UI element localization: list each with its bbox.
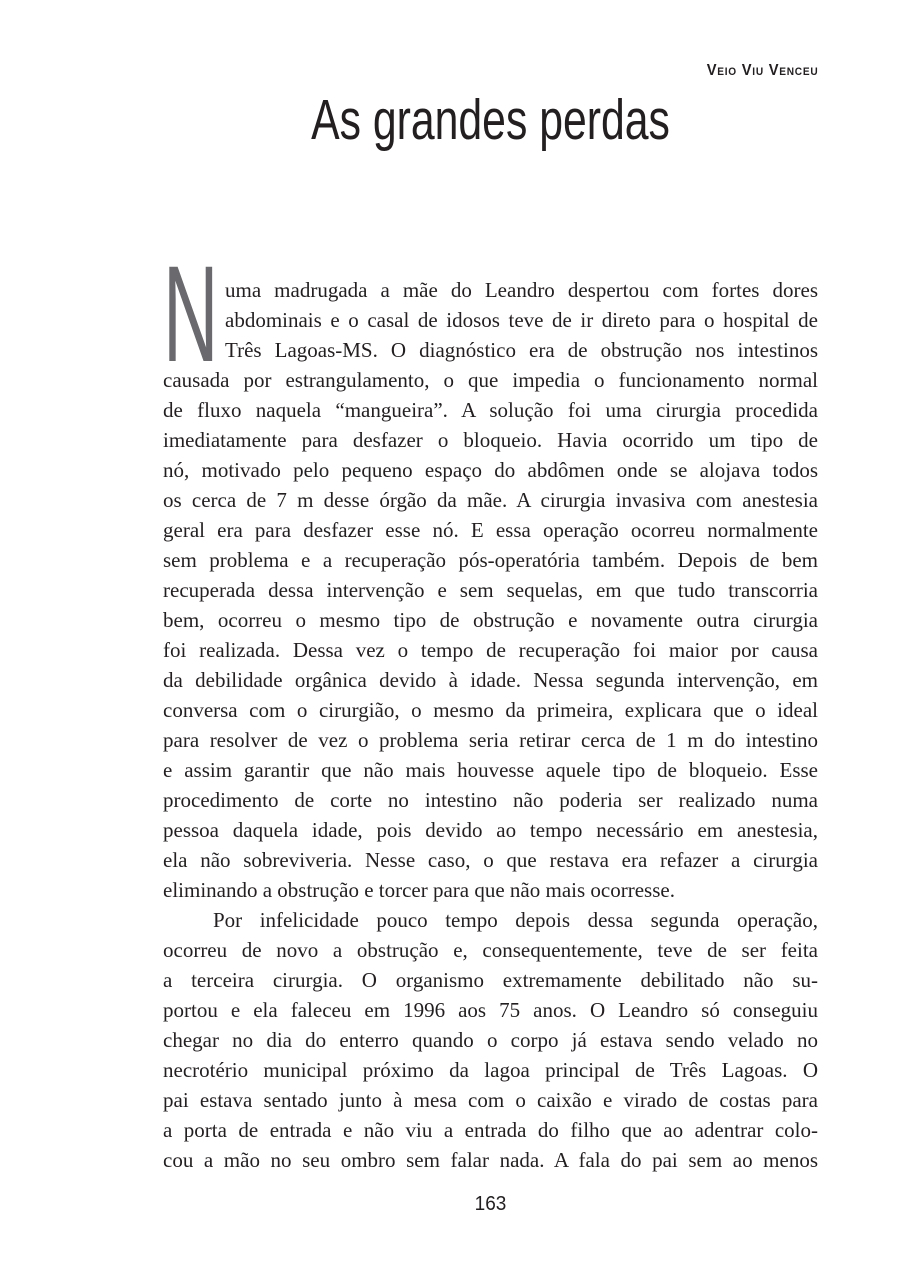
text-line: bem, ocorreu o mesmo tipo de obstrução e novamente outra cirurgia <box>163 608 818 632</box>
drop-cap-letter: N <box>163 238 219 391</box>
text-line: portou e ela faleceu em 1996 aos 75 anos. O Leandro só conseguiu <box>163 998 818 1022</box>
text-line: abdominais e o casal de idosos teve de ir direto para o hospital de <box>225 308 818 332</box>
body-text <box>163 238 818 1175</box>
text-line: cou a mão no seu ombro sem falar nada. A fala do pai sem ao menos <box>163 1148 818 1172</box>
text-line: da debilidade orgânica devido à idade. Nessa segunda intervenção, em <box>163 668 818 692</box>
paragraph <box>163 275 818 905</box>
text-line: geral era para desfazer esse nó. E essa operação ocorreu normalmente <box>163 518 818 542</box>
text-line: ela não sobreviveria. Nesse caso, o que restava era refazer a cirurgia <box>163 848 818 872</box>
text-line: e assim garantir que não mais houvesse aquele tipo de bloqueio. Esse <box>163 758 818 782</box>
text-line: recuperada dessa intervenção e sem sequelas, em que tudo transcorria <box>163 578 818 602</box>
paragraph <box>163 905 818 1175</box>
text-line: os cerca de 7 m desse órgão da mãe. A cirurgia invasiva com anestesia <box>163 488 818 512</box>
text-line: a porta de entrada e não viu a entrada do filho que ao adentrar colo- <box>163 1118 818 1142</box>
text-line: pai estava sentado junto à mesa com o caixão e virado de costas para <box>163 1088 818 1112</box>
text-line: uma madrugada a mãe do Leandro despertou com fortes dores <box>225 278 818 302</box>
page-number: 163 <box>474 1193 507 1215</box>
running-header: Veio Viu Venceu <box>706 62 818 79</box>
text-line: nó, motivado pelo pequeno espaço do abdômen onde se alojava todos <box>163 458 818 482</box>
text-line: Três Lagoas-MS. O diagnóstico era de obstrução nos intestinos <box>225 338 818 362</box>
text-line: foi realizada. Dessa vez o tempo de recuperação foi maior por causa <box>163 638 818 662</box>
text-line: imediatamente para desfazer o bloqueio. Havia ocorrido um tipo de <box>163 428 818 452</box>
text-line: sem problema e a recuperação pós-operatória também. Depois de bem <box>163 548 818 572</box>
text-line: eliminando a obstrução e torcer para que não mais ocorresse. <box>163 878 675 902</box>
text-line: para resolver de vez o problema seria retirar cerca de 1 m do intestino <box>163 728 818 752</box>
text-line: de fluxo naquela “mangueira”. A solução foi uma cirurgia procedida <box>163 398 818 422</box>
text-line: conversa com o cirurgião, o mesmo da primeira, explicara que o ideal <box>163 698 818 722</box>
text-line: a terceira cirurgia. O organismo extremamente debilitado não su- <box>163 968 818 992</box>
text-line: ocorreu de novo a obstrução e, consequentemente, teve de ser feita <box>163 938 818 962</box>
chapter-title: As grandes perdas <box>311 88 670 152</box>
text-line: procedimento de corte no intestino não poderia ser realizado numa <box>163 788 818 812</box>
text-line: Por infelicidade pouco tempo depois dessa segunda operação, <box>213 908 818 932</box>
text-line: chegar no dia do enterro quando o corpo já estava sendo velado no <box>163 1028 818 1052</box>
text-line: pessoa daquela idade, pois devido ao tempo necessário em anestesia, <box>163 818 818 842</box>
text-line: necrotério municipal próximo da lagoa principal de Três Lagoas. O <box>163 1058 818 1082</box>
text-line: causada por estrangulamento, o que impedia o funcionamento normal <box>163 368 818 392</box>
